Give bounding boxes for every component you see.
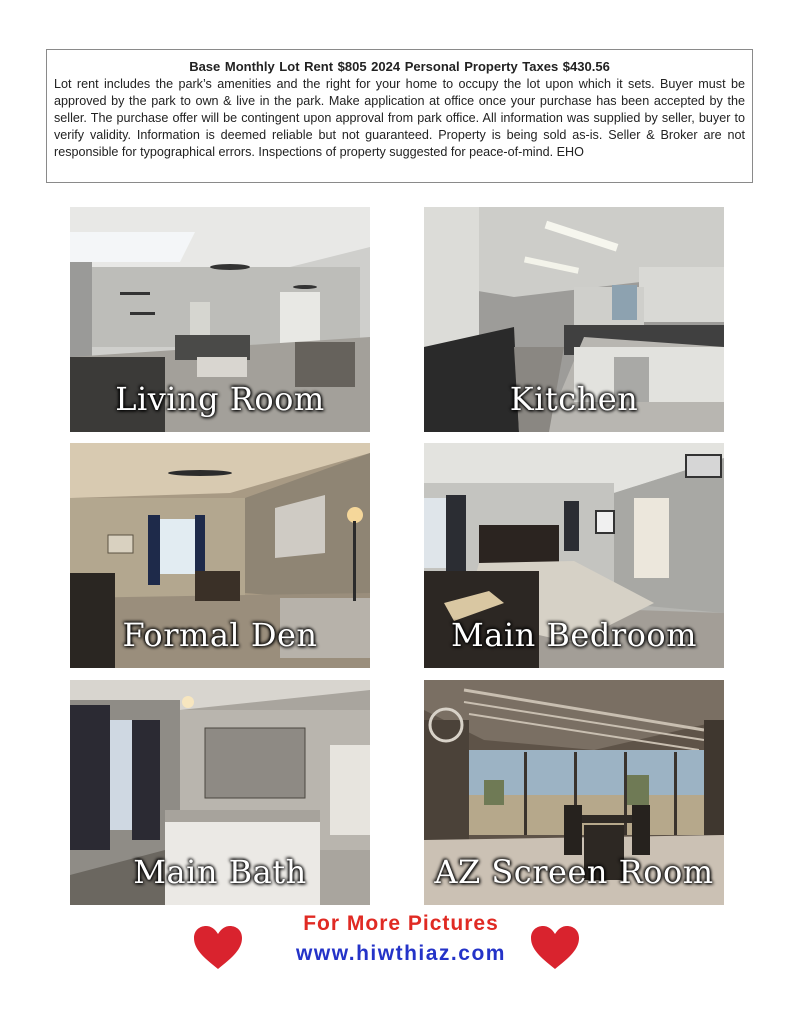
more-pictures-text: For More Pictures — [303, 912, 499, 935]
photo-living-room — [70, 207, 370, 432]
photo-az-screen-room — [424, 680, 724, 905]
az-screen-room-caption: AZ Screen Room — [434, 853, 714, 891]
heart-icon-right — [530, 925, 580, 971]
main-bedroom-caption: Main Bedroom — [451, 616, 697, 654]
disclosure-box — [46, 49, 753, 183]
main-bath-caption: Main Bath — [133, 853, 307, 891]
kitchen-caption: Kitchen — [509, 380, 639, 418]
formal-den-caption: Formal Den — [122, 616, 318, 654]
website-link[interactable]: www.hiwthiaz.com — [296, 942, 506, 965]
photo-formal-den — [70, 443, 370, 668]
disclosure-text: Lot rent includes the park’s amenities and the right for your home to occupy the lot upon which it sets. Buyer must be approved by the park to own & live in the park. Make application at office once your purchase has been accepted by the seller. The purchase offer will be contingent upon approval from park office. All information was supplied by seller, buyer to verify validity. Information is deemed reliable but not guaranteed. Property is being sold as-is. Seller & Broker are not responsible for typographical errors. Inspections of property suggested for peace-of-mind. EHO — [54, 77, 745, 159]
rent-taxes-heading: Base Monthly Lot Rent $805 2024 Personal Property Taxes $430.56 — [189, 59, 610, 74]
living-room-caption: Living Room — [115, 380, 325, 418]
photo-main-bedroom — [424, 443, 724, 668]
photo-main-bath — [70, 680, 370, 905]
photo-kitchen — [424, 207, 724, 432]
